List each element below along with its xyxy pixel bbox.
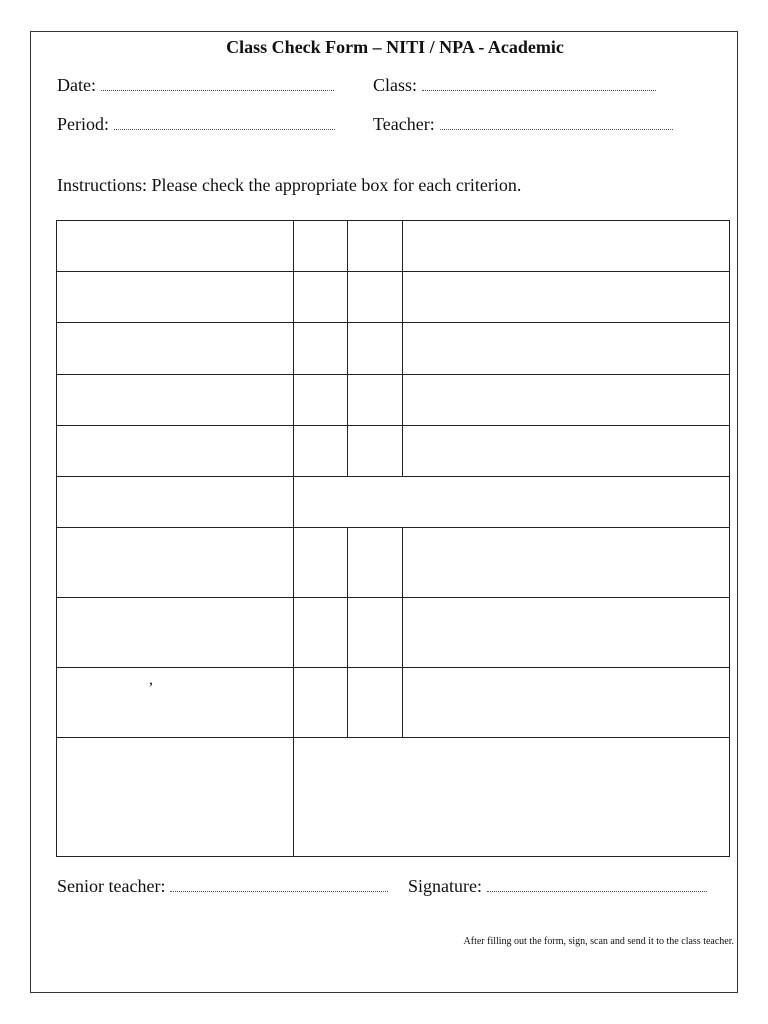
table-column-divider (347, 527, 348, 737)
table-row-divider (57, 425, 729, 426)
class-field[interactable] (373, 74, 656, 96)
table-column-divider (402, 221, 403, 476)
signature-field[interactable] (408, 875, 707, 897)
senior-teacher-blank-line[interactable] (170, 877, 388, 892)
period-blank-line[interactable] (114, 115, 335, 130)
table-row-divider (57, 374, 729, 375)
table-row-divider (57, 476, 729, 477)
teacher-field[interactable] (373, 113, 673, 135)
table-row-divider (57, 527, 729, 528)
teacher-blank-line[interactable] (440, 115, 673, 130)
date-blank-line[interactable] (101, 76, 334, 91)
period-label: Period: (57, 114, 109, 134)
table-row-divider (57, 597, 729, 598)
instructions-text: Instructions: Please check the appropriate box for each criterion. (57, 175, 522, 195)
table-row-divider (57, 322, 729, 323)
footer-note: After filling out the form, sign, scan and send it to the class teacher. (463, 936, 734, 947)
class-blank-line[interactable] (422, 76, 656, 91)
signature-blank-line[interactable] (487, 877, 707, 892)
date-field[interactable] (57, 74, 334, 96)
table-row-divider (57, 271, 729, 272)
criteria-table[interactable] (56, 220, 730, 857)
stray-comma-mark: , (149, 671, 153, 688)
date-label: Date: (57, 75, 96, 95)
table-row-divider (57, 667, 729, 668)
senior-teacher-field[interactable] (57, 875, 388, 897)
signature-label: Signature: (408, 876, 482, 896)
table-column-divider (402, 527, 403, 737)
form-title: Class Check Form – NITI / NPA - Academic (226, 37, 564, 57)
table-column-divider (293, 221, 294, 857)
senior-teacher-label: Senior teacher: (57, 876, 166, 896)
table-row-divider (57, 737, 729, 738)
teacher-label: Teacher: (373, 114, 435, 134)
table-column-divider (347, 221, 348, 476)
period-field[interactable] (57, 113, 335, 135)
class-label: Class: (373, 75, 418, 95)
